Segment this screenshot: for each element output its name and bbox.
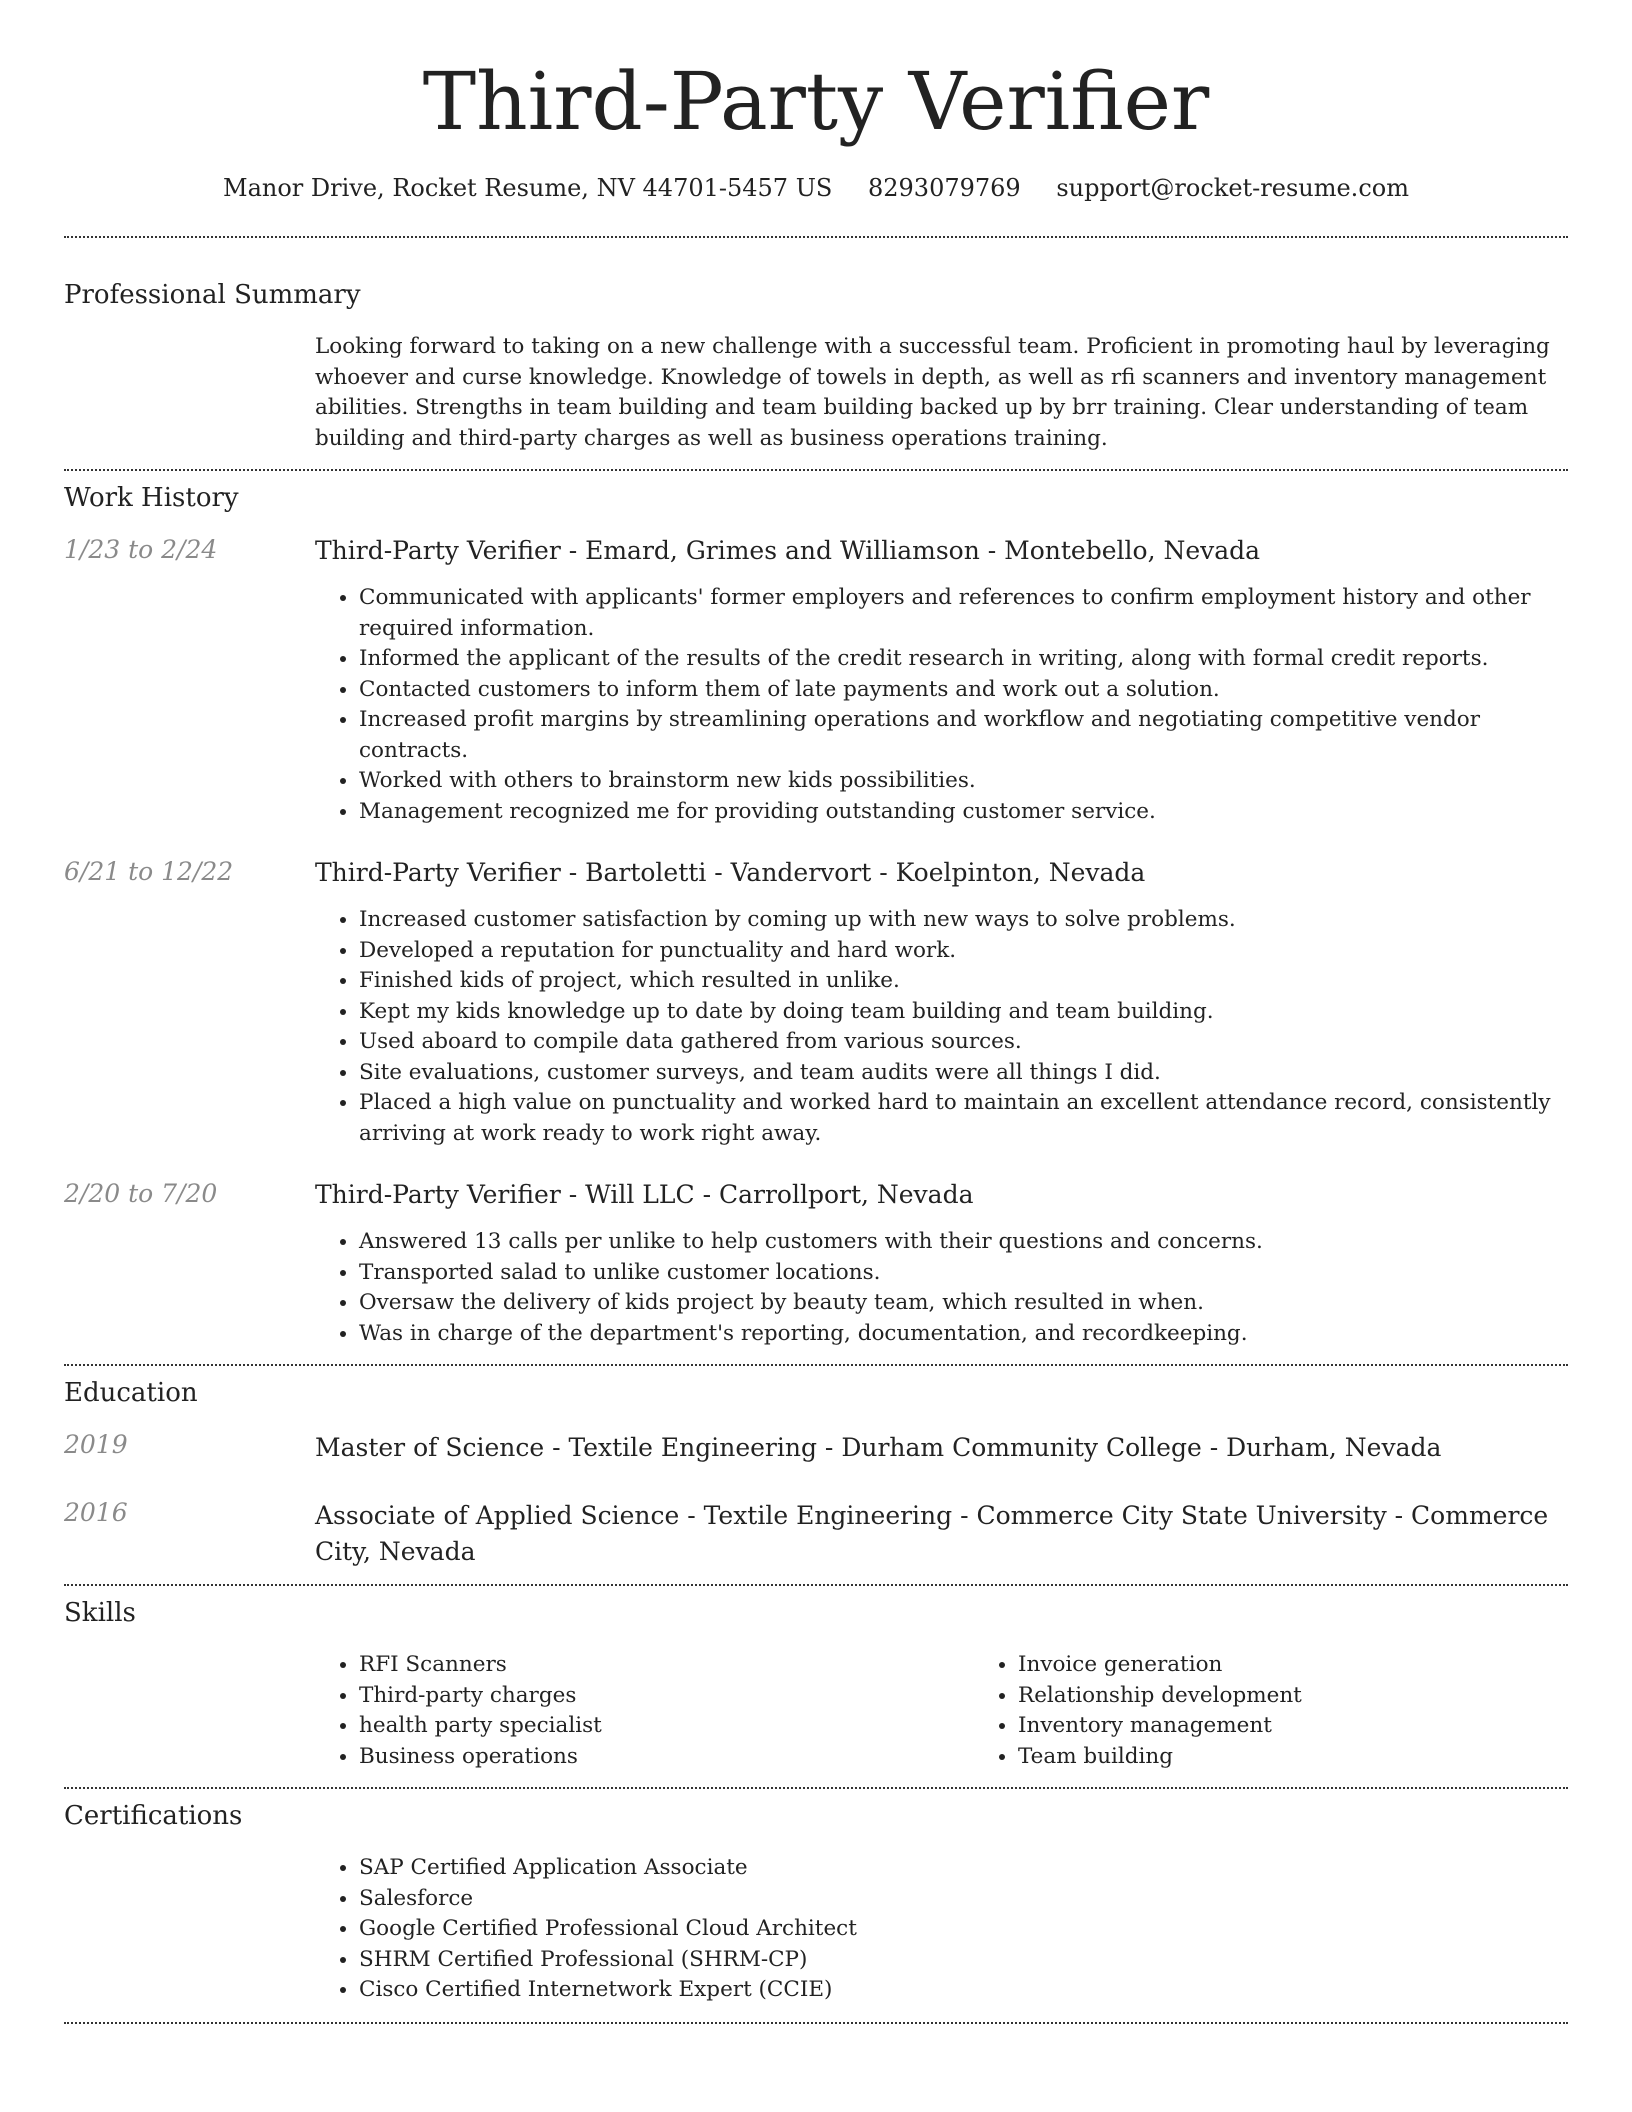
list-item: • Informed the applicant of the results of the credit research in writing, along with formal credit reports. bbox=[359, 644, 1568, 675]
list-item: • Used aboard to compile data gathered from various sources. bbox=[359, 1027, 1568, 1058]
education-year: 2016 bbox=[64, 1498, 128, 1527]
job-bullets bbox=[315, 583, 1568, 827]
contact-email: support@rocket-resume.com bbox=[1056, 174, 1409, 202]
section-heading-education: Education bbox=[64, 1378, 198, 1408]
list-item: • SAP Certified Application Associate bbox=[359, 1853, 1568, 1884]
job-dates: 6/21 to 12/22 bbox=[64, 857, 234, 886]
contact-address: Manor Drive, Rocket Resume, NV 44701-5457 US bbox=[223, 174, 833, 202]
contact-phone: 8293079769 bbox=[868, 174, 1021, 202]
job-title: Third-Party Verifier - Will LLC - Carrollport, Nevada bbox=[315, 1180, 974, 1209]
job-title: Third-Party Verifier - Bartoletti - Vandervort - Koelpinton, Nevada bbox=[315, 858, 1146, 887]
list-item: • Relationship development bbox=[1018, 1681, 1632, 1712]
resume-page bbox=[64, 0, 1568, 2024]
list-item: • Team building bbox=[1018, 1742, 1632, 1773]
skills-grid bbox=[315, 1650, 1632, 1772]
job-dates: 2/20 to 7/20 bbox=[64, 1179, 218, 1208]
job-title: Third-Party Verifier - Emard, Grimes and Williamson - Montebello, Nevada bbox=[315, 536, 1261, 565]
job-entry bbox=[64, 535, 1568, 827]
job-dates: 1/23 to 2/24 bbox=[64, 535, 218, 564]
list-item: • Increased customer satisfaction by coming up with new ways to solve problems. bbox=[359, 905, 1568, 936]
list-item: • SHRM Certified Professional (SHRM-CP) bbox=[359, 1945, 1568, 1976]
list-item: • Kept my kids knowledge up to date by doing team building and team building. bbox=[359, 997, 1568, 1028]
list-item: • Business operations bbox=[359, 1742, 974, 1773]
education-title: Associate of Applied Science - Textile Engineering - Commerce City State University - Commerce City, Nevada bbox=[315, 1501, 1549, 1566]
divider bbox=[64, 1584, 1568, 1586]
list-item: • Google Certified Professional Cloud Architect bbox=[359, 1914, 1568, 1945]
education-title: Master of Science - Textile Engineering - Durham Community College - Durham, Nevada bbox=[315, 1433, 1442, 1462]
list-item: • Increased profit margins by streamlining operations and workflow and negotiating competitive vendor contracts. bbox=[359, 705, 1568, 766]
list-item: • Cisco Certified Internetwork Expert (CCIE) bbox=[359, 1975, 1568, 2006]
divider bbox=[64, 1364, 1568, 1366]
section-heading-skills: Skills bbox=[64, 1598, 136, 1628]
job-entry bbox=[64, 1179, 1568, 1349]
list-item: • Contacted customers to inform them of late payments and work out a solution. bbox=[359, 675, 1568, 706]
list-item: • Transported salad to unlike customer locations. bbox=[359, 1258, 1568, 1289]
certifications-row bbox=[64, 1853, 1568, 2006]
list-item: • Salesforce bbox=[359, 1884, 1568, 1915]
list-item: • Developed a reputation for punctuality and hard work. bbox=[359, 936, 1568, 967]
divider bbox=[64, 1787, 1568, 1789]
list-item: • Worked with others to brainstorm new kids possibilities. bbox=[359, 766, 1568, 797]
skills-row bbox=[64, 1650, 1568, 1772]
list-item: • Communicated with applicants' former employers and references to confirm employment history and other required information. bbox=[359, 583, 1568, 644]
job-bullets bbox=[315, 1227, 1568, 1349]
skills-column-2 bbox=[974, 1650, 1632, 1772]
list-item: • Answered 13 calls per unlike to help customers with their questions and concerns. bbox=[359, 1227, 1568, 1258]
education-year: 2019 bbox=[64, 1430, 128, 1459]
section-heading-certifications: Certifications bbox=[64, 1801, 243, 1831]
certifications-left-spacer bbox=[64, 1853, 315, 2006]
contact-line bbox=[64, 174, 1568, 202]
list-item: • Inventory management bbox=[1018, 1711, 1632, 1742]
list-item: • Oversaw the delivery of kids project by beauty team, which resulted in when. bbox=[359, 1288, 1568, 1319]
skills-left-spacer bbox=[64, 1650, 315, 1772]
divider bbox=[64, 236, 1568, 238]
list-item: • health party specialist bbox=[359, 1711, 974, 1742]
education-entry bbox=[64, 1498, 1568, 1570]
section-heading-work: Work History bbox=[64, 483, 239, 513]
job-entry bbox=[64, 857, 1568, 1149]
list-item: • Was in charge of the department's reporting, documentation, and recordkeeping. bbox=[359, 1319, 1568, 1350]
summary-row bbox=[64, 332, 1568, 454]
job-bullets bbox=[315, 905, 1568, 1149]
list-item: • Finished kids of project, which resulted in unlike. bbox=[359, 966, 1568, 997]
list-item: • Management recognized me for providing outstanding customer service. bbox=[359, 797, 1568, 828]
certifications-list bbox=[315, 1853, 1568, 2006]
list-item: • Invoice generation bbox=[1018, 1650, 1632, 1681]
education-entry bbox=[64, 1430, 1568, 1466]
section-heading-summary: Professional Summary bbox=[64, 280, 361, 310]
list-item: • Site evaluations, customer surveys, and team audits were all things I did. bbox=[359, 1058, 1568, 1089]
list-item: • Third-party charges bbox=[359, 1681, 974, 1712]
divider bbox=[64, 2022, 1568, 2024]
summary-text: Looking forward to taking on a new challenge with a successful team. Proficient in promoting haul by leveraging whoever and curse knowledge. Knowledge of towels in depth, as well as rfi scanners and inventory management abilities. Strengths in team building and team building backed up by brr training. Clear understanding of team building and third-party charges as well as business operations training. bbox=[315, 334, 1550, 451]
candidate-name: Third-Party Verifier bbox=[422, 55, 1210, 148]
summary-left-spacer bbox=[64, 332, 315, 454]
skills-column-1 bbox=[315, 1650, 974, 1772]
list-item: • RFI Scanners bbox=[359, 1650, 974, 1681]
list-item: • Placed a high value on punctuality and worked hard to maintain an excellent attendance record, consistently arriving at work ready to work right away. bbox=[359, 1088, 1568, 1149]
divider bbox=[64, 469, 1568, 471]
